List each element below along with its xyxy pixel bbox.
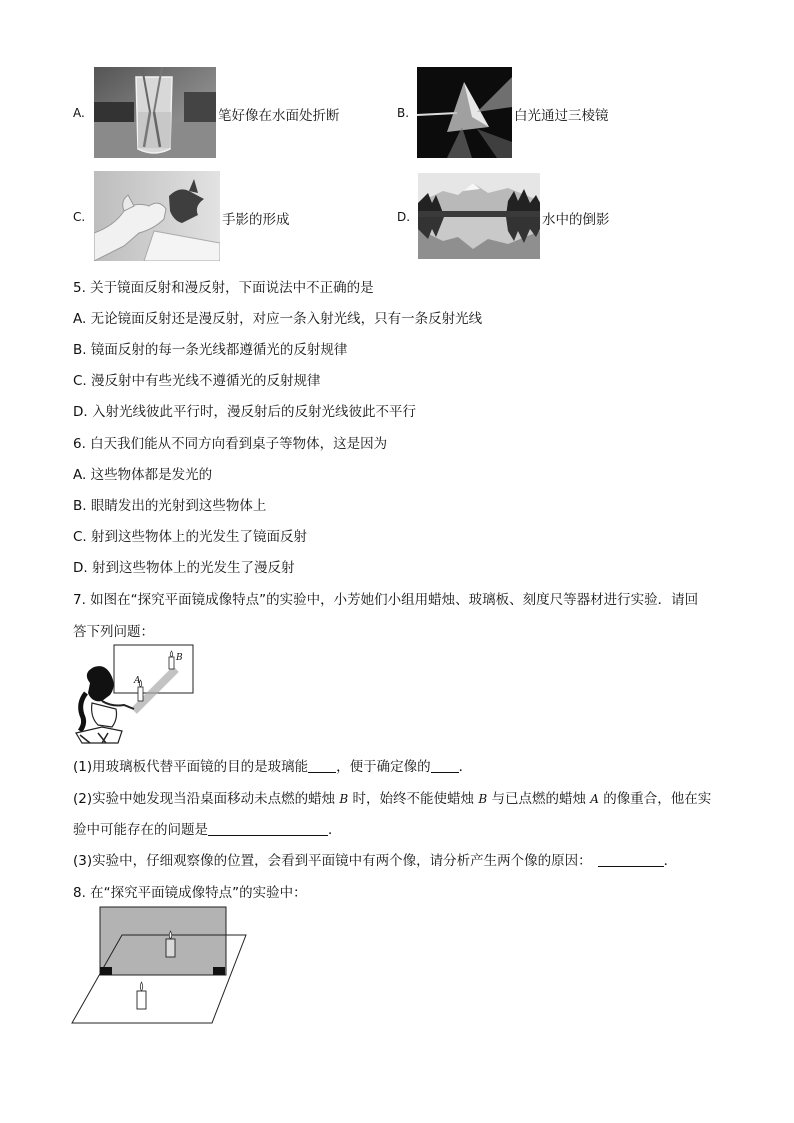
q7-part1-text-c: ．: [458, 759, 473, 775]
q5-option-c: C. 漫反射中有些光线不遵循光的反射规律: [73, 373, 321, 389]
q7-blank-4[interactable]: [598, 852, 664, 867]
q7-experiment-figure: [72, 643, 196, 747]
option-c-letter: C.: [73, 210, 86, 224]
q7-part2-text-a: (2)实验中她发现当沿桌面移动未点燃的蜡烛: [73, 791, 340, 807]
q7-part2-candle-b: B: [339, 792, 349, 806]
option-b-letter: B.: [397, 106, 410, 120]
q5-option-a: A. 无论镜面反射还是漫反射，对应一条入射光线，只有一条反射光线: [73, 311, 483, 327]
q7-stem-line1: 7. 如图在“探究平面镜成像特点”的实验中，小芳她们小组用蜡烛、玻璃板、刻度尺等器材进行实验．请回: [73, 592, 699, 608]
prism-photo: [417, 67, 512, 158]
reflection-in-water-photo: [418, 173, 540, 259]
q6-option-a: A. 这些物体都是发光的: [73, 467, 213, 483]
q6-option-d: D. 射到这些物体上的光发生了漫反射: [73, 560, 295, 576]
option-c-caption: 手影的形成: [222, 212, 290, 228]
q7-part2-text-e: 与已点燃的蜡烛: [487, 791, 591, 807]
option-b-caption: 白光通过三棱镜: [514, 108, 609, 124]
q5-option-d: D. 入射光线彼此平行时，漫反射后的反射光线彼此不平行: [73, 404, 416, 420]
q7-part3-end: ．: [663, 853, 678, 869]
q7-part2-end: ．: [328, 822, 342, 838]
option-d-letter: D.: [397, 210, 411, 224]
q7-part2-text-line2: 验中可能存在的问题是: [73, 822, 208, 838]
hand-shadow-photo: [94, 171, 220, 261]
q6-option-c: C. 射到这些物体上的光发生了镜面反射: [73, 529, 308, 545]
option-d-caption: 水中的倒影: [542, 212, 610, 228]
q8-stem: 8. 在“探究平面镜成像特点”的实验中：: [73, 885, 307, 901]
option-a-caption: 笔好像在水面处折断: [218, 108, 340, 124]
q7-part2-candle-b2: B: [478, 792, 488, 806]
q7-blank-3[interactable]: [208, 821, 328, 836]
q8-mirror-setup-figure: [70, 905, 248, 1025]
q7-part2-text-g: 的像重合，他在实: [598, 791, 712, 807]
q7-part2-text-c: 时，始终不能使蜡烛: [348, 791, 479, 807]
q7-part3: [73, 849, 677, 869]
candle-a-label: A: [134, 676, 141, 686]
q7-part1-text-b: ，便于确定像的: [336, 759, 431, 775]
candle-b-label: B: [176, 653, 183, 663]
q7-part3-text: (3)实验中，仔细观察像的位置，会看到平面镜中有两个像，请分析产生两个像的原因：: [73, 853, 592, 869]
q7-blank-2[interactable]: [431, 758, 459, 773]
q5-stem: 5. 关于镜面反射和漫反射，下面说法中不正确的是: [73, 280, 374, 296]
option-a-letter: A.: [73, 106, 85, 120]
q6-option-b: B. 眼睛发出的光射到这些物体上: [73, 498, 267, 514]
q7-part2-line2: [73, 818, 342, 838]
q6-stem: 6. 白天我们能从不同方向看到桌子等物体，这是因为: [73, 436, 388, 452]
pencil-in-water-photo: [94, 67, 216, 158]
q7-part1: [73, 755, 472, 775]
q7-part1-text-a: (1)用玻璃板代替平面镜的目的是玻璃能: [73, 759, 309, 775]
q7-blank-1[interactable]: [308, 758, 336, 773]
q7-part2-line1: [73, 787, 711, 807]
q5-option-b: B. 镜面反射的每一条光线都遵循光的反射规律: [73, 342, 348, 358]
q7-stem-line2: 答下列问题：: [73, 624, 154, 640]
q7-part2-candle-a: A: [590, 792, 599, 806]
